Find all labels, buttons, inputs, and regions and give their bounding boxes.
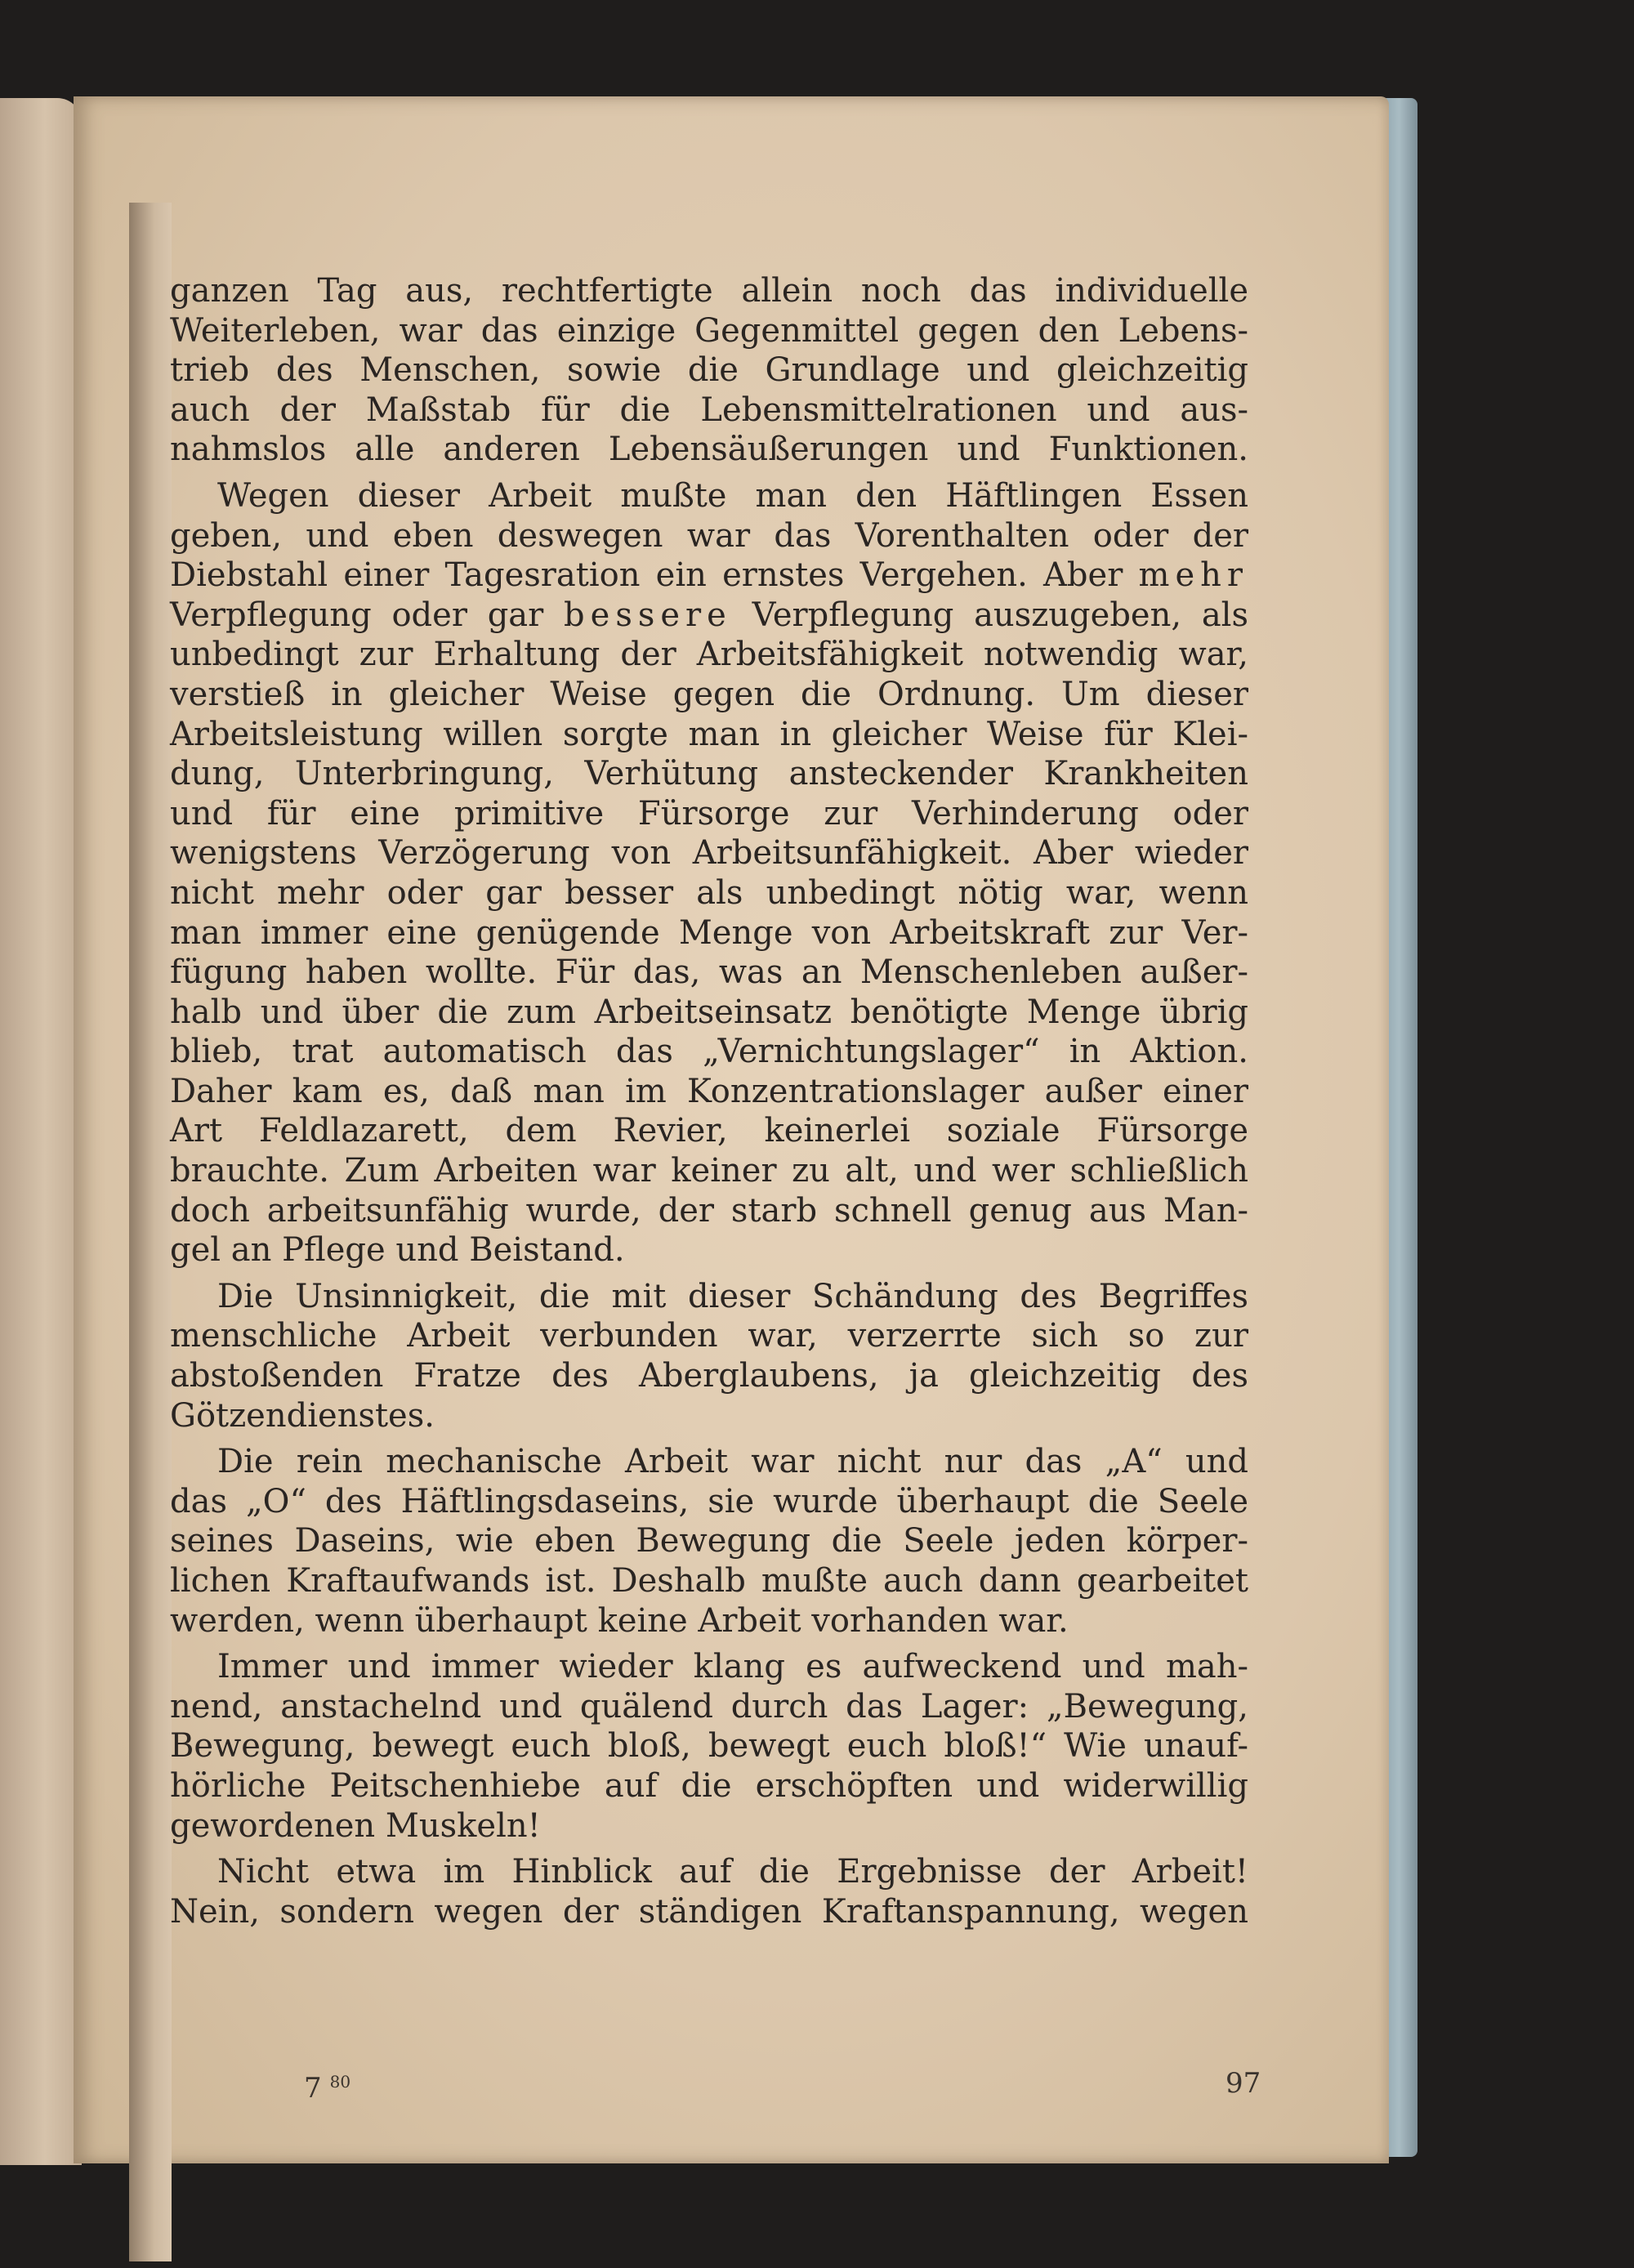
text-line: man immer eine genügende Menge von Arbeitskraft zur Ver- xyxy=(170,913,1248,952)
spaced-emphasis: mehr xyxy=(1138,556,1248,595)
text-run: Diebstahl einer Tagesration ein ernstes Vergehen. Aber xyxy=(170,556,1139,595)
text-line: gewordenen Muskeln! xyxy=(170,1806,541,1845)
text-line: halb und über die zum Arbeitseinsatz benötigte Menge übrig xyxy=(170,993,1248,1031)
text-line: Bewegung, bewegt euch bloß, bewegt euch bloß!“ Wie unauf- xyxy=(170,1727,1248,1766)
text-line: Götzendienstes. xyxy=(170,1396,435,1435)
text-line: fügung haben wollte. Für das, was an Menschenleben außer- xyxy=(170,953,1248,992)
printer-signature xyxy=(304,2072,350,2105)
text-line: seines Daseins, wie eben Bewegung die Seele jeden körper- xyxy=(170,1522,1248,1560)
body-text xyxy=(170,271,1248,1938)
text-line: Arbeitsleistung willen sorgte man in gleicher Weise für Klei- xyxy=(170,715,1248,753)
text-line: nicht mehr oder gar besser als unbedingt nötig war, wenn xyxy=(170,873,1248,912)
page-number: 97 xyxy=(1226,2067,1261,2100)
text-line: dung, Unterbringung, Verhütung ansteckender Krankheiten xyxy=(170,755,1248,793)
text-line: nahmslos alle anderen Lebensäußerungen und Funktionen. xyxy=(170,431,1248,469)
text-line: brauchte. Zum Arbeiten war keiner zu alt, und wer schließlich xyxy=(170,1152,1248,1190)
text-line: trieb des Menschen, sowie die Grundlage und gleichzeitig xyxy=(170,351,1248,390)
text-line: Wegen dieser Arbeit mußte man den Häftlingen Essen xyxy=(217,476,1248,515)
text-line: Die Unsinnigkeit, die mit dieser Schändung des Begriffes xyxy=(217,1277,1248,1315)
text-line: Nein, sondern wegen der ständigen Kraftanspannung, wegen xyxy=(170,1892,1248,1931)
paragraph-6 xyxy=(170,1852,1248,1931)
text-line: hörliche Peitschenhiebe auf die erschöpften und widerwillig xyxy=(170,1766,1248,1805)
text-run: Verpflegung oder gar xyxy=(170,596,565,634)
text-line: wenigstens Verzögerung von Arbeitsunfähigkeit. Aber wieder xyxy=(170,834,1248,873)
text-line-emphasis xyxy=(170,556,1248,596)
paragraph-1 xyxy=(170,271,1248,470)
text-line: Art Feldlazarett, dem Revier, keinerlei soziale Fürsorge xyxy=(170,1112,1248,1150)
paragraph-3 xyxy=(170,1277,1248,1435)
text-line: das „O“ des Häftlingsdaseins, sie wurde überhaupt die Seele xyxy=(170,1482,1248,1520)
text-line: geben, und eben deswegen war das Vorenthalten oder der xyxy=(170,516,1248,555)
text-line: doch arbeitsunfähig wurde, der starb schnell genug aus Man- xyxy=(170,1191,1248,1230)
paragraph-2 xyxy=(170,476,1248,1270)
left-page-edge xyxy=(0,98,82,2165)
text-line: unbedingt zur Erhaltung der Arbeitsfähigkeit notwendig war, xyxy=(170,636,1248,674)
spaced-emphasis: bessere xyxy=(564,596,732,634)
text-run: Verpflegung auszugeben, als xyxy=(731,596,1248,634)
text-line: gel an Pflege und Beistand. xyxy=(170,1231,625,1270)
text-line: auch der Maßstab für die Lebensmittelrationen und aus- xyxy=(170,391,1248,429)
signature-number: 7 xyxy=(304,2072,322,2105)
text-line: nend, anstachelnd und quälend durch das Lager: „Bewegung, xyxy=(170,1687,1248,1726)
text-line: werden, wenn überhaupt keine Arbeit vorhanden war. xyxy=(170,1601,1069,1640)
text-line: verstieß in gleicher Weise gegen die Ordnung. Um dieser xyxy=(170,675,1248,713)
text-line: und für eine primitive Fürsorge zur Verhinderung oder xyxy=(170,794,1248,833)
text-line: lichen Kraftaufwands ist. Deshalb mußte auch dann gearbeitet xyxy=(170,1562,1248,1600)
text-line: Die rein mechanische Arbeit war nicht nur das „A“ und xyxy=(217,1443,1248,1481)
text-line: Nicht etwa im Hinblick auf die Ergebnisse der Arbeit! xyxy=(217,1853,1248,1891)
text-line: abstoßenden Fratze des Aberglaubens, ja gleichzeitig des xyxy=(170,1357,1248,1395)
text-line: ganzen Tag aus, rechtfertigte allein noch das individuelle xyxy=(170,272,1248,310)
paragraph-4 xyxy=(170,1442,1248,1641)
page-gutter xyxy=(129,203,172,2261)
text-line-emphasis xyxy=(170,596,1248,636)
text-line: Daher kam es, daß man im Konzentrationslager außer einer xyxy=(170,1072,1248,1110)
text-line: menschliche Arbeit verbunden war, verzerrte sich so zur xyxy=(170,1317,1248,1355)
text-line: blieb, trat automatisch das „Vernichtungslager“ in Aktion. xyxy=(170,1033,1248,1071)
text-line: Weiterleben, war das einzige Gegenmittel gegen den Lebens- xyxy=(170,311,1248,350)
book-page xyxy=(74,96,1389,2163)
paragraph-5 xyxy=(170,1647,1248,1846)
signature-superscript: 80 xyxy=(329,2072,351,2092)
text-line: Immer und immer wieder klang es aufweckend und mah- xyxy=(217,1648,1248,1686)
